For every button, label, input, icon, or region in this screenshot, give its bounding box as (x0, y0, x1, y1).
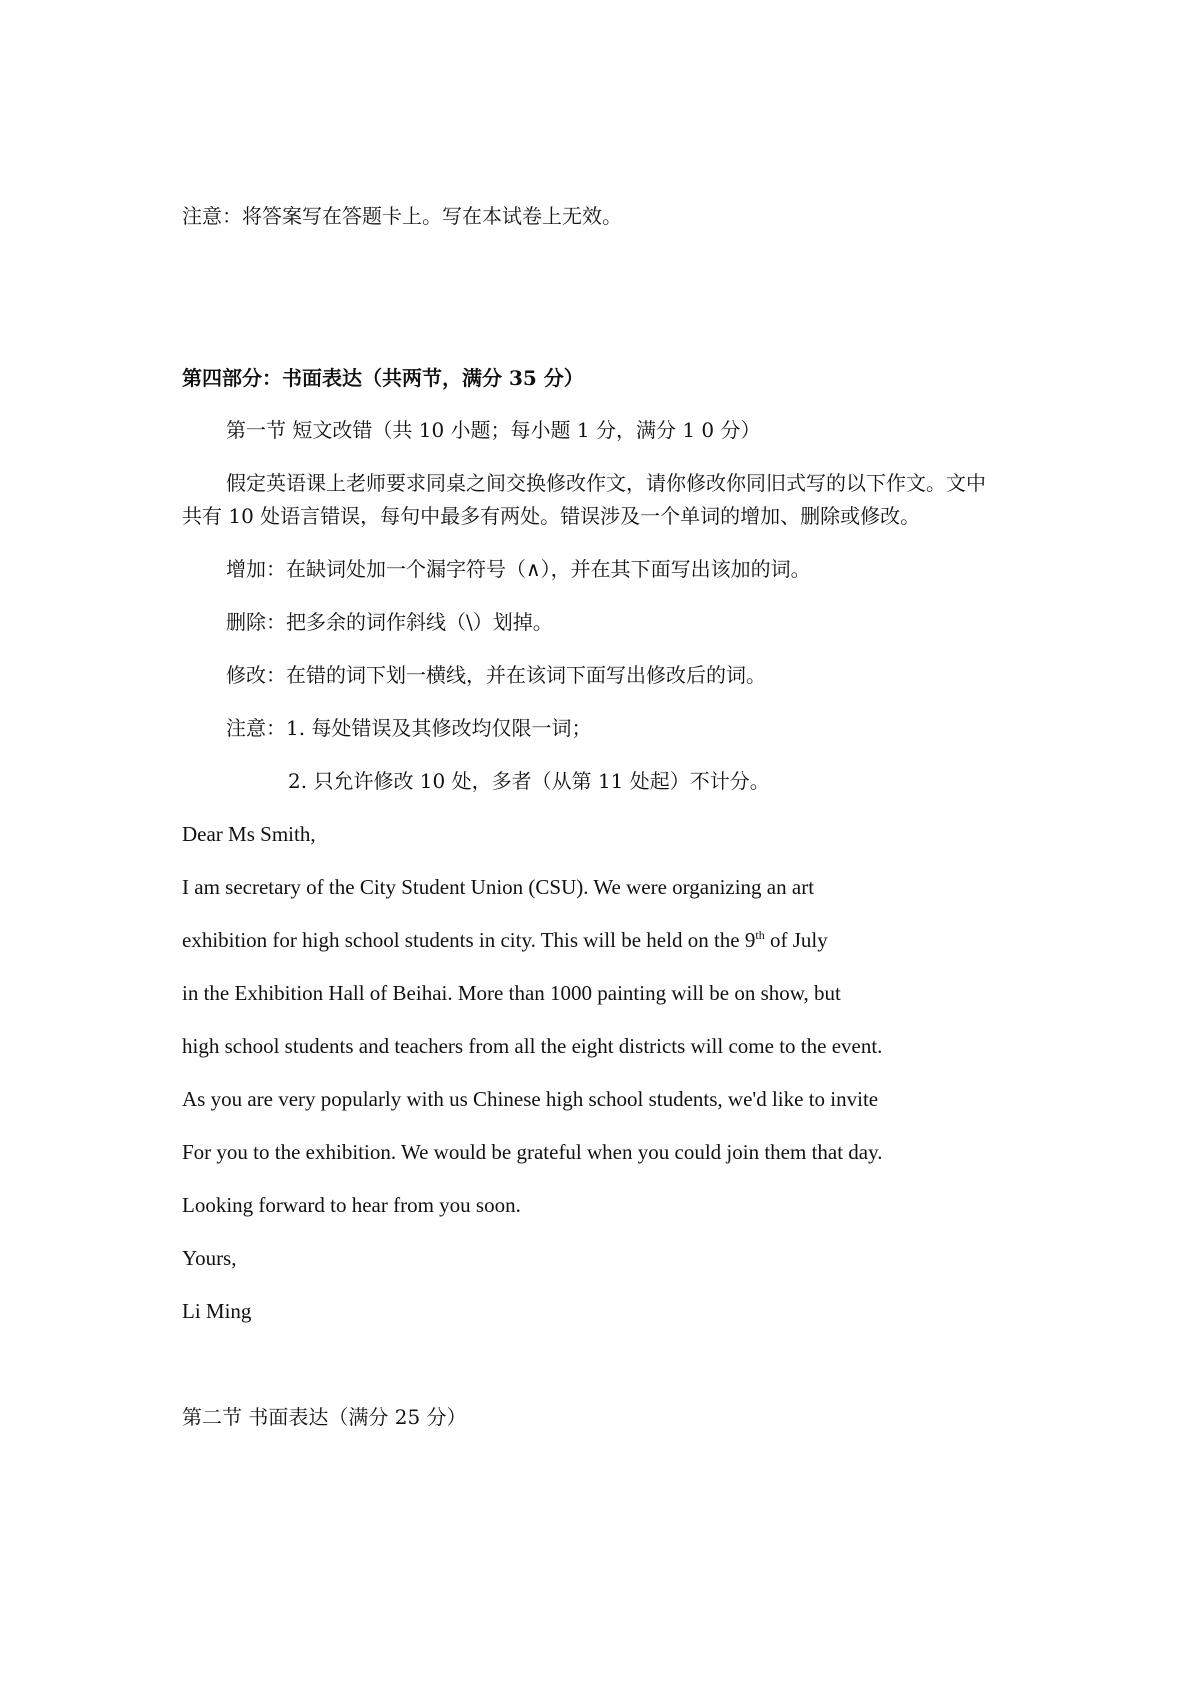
letter-line-4: high school students and teachers from all the eight districts will come to the event. (182, 1034, 883, 1058)
notice-text: 注意：将答案写在答题卡上。写在本试卷上无效。 (182, 204, 622, 228)
ordinal-suffix: th (755, 928, 765, 942)
letter-line-2-tail: of July (764, 928, 828, 952)
note-1: 注意：1. 每处错误及其修改均仅限一词； (226, 716, 592, 740)
rule-modify: 修改：在错的词下划一横线，并在该词下面写出修改后的词。 (226, 663, 766, 687)
letter-line-3: in the Exhibition Hall of Beihai. More than 1000 painting will be on show, but (182, 981, 841, 1005)
instruction-line-1: 假定英语课上老师要求同桌之间交换修改作文，请你修改你同旧式写的以下作文。文中 (226, 471, 986, 495)
letter-line-7: Looking forward to hear from you soon. (182, 1193, 521, 1217)
instruction-line-2: 共有 10 处语言错误，每句中最多有两处。错误涉及一个单词的增加、删除或修改。 (182, 504, 921, 528)
note-2: 2. 只允许修改 10 处，多者（从第 11 处起）不计分。 (288, 769, 770, 793)
letter-line-5: As you are very popularly with us Chinese high school students, we'd like to invite (182, 1087, 879, 1111)
rule-add: 增加：在缺词处加一个漏字符号（∧），并在其下面写出该加的词。 (226, 557, 811, 581)
letter-closing: Yours, (182, 1246, 237, 1270)
letter-greeting: Dear Ms Smith, (182, 822, 316, 846)
letter-signature: Li Ming (182, 1299, 252, 1323)
letter-line-1: I am secretary of the City Student Union (CSU). We were organizing an art (182, 875, 815, 899)
letter-line-2-main: exhibition for high school students in city. This will be held on the 9 (182, 928, 756, 952)
part4-heading: 第四部分：书面表达（共两节，满分 35 分） (182, 366, 584, 390)
section2-title: 第二节 书面表达（满分 25 分） (182, 1405, 467, 1429)
letter-line-2 (182, 926, 828, 954)
rule-delete: 删除：把多余的词作斜线（\）划掉。 (226, 610, 553, 634)
section1-title: 第一节 短文改错（共 10 小题；每小题 1 分，满分 1 0 分） (226, 418, 761, 442)
letter-line-6: For you to the exhibition. We would be grateful when you could join them that day. (182, 1140, 883, 1164)
